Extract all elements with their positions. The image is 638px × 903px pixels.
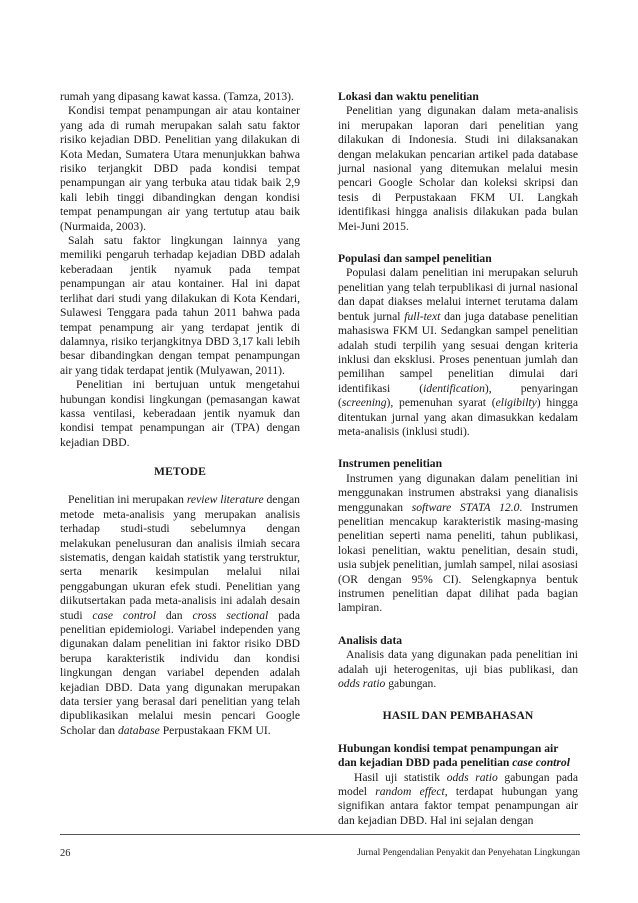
subheading-populasi: Populasi dan sampel penelitian: [338, 252, 492, 266]
paragraph-method: Penelitian ini merupakan review literature dengan metode meta-analisis yang merupakan analisis terhadap studi-studi sebelumnya dengan melakukan penelusuran dan analisis ilmiah secara sistematis, dengan kaidah statistik yang terstruktur, serta menarik kesimpulan melalui nilai penggabungan ukuran efek studi. Penelitian yang diikutsertakan pada meta-analisis ini adalah desain studi case control dan cross sectional pada penelitian epidemiologi. Variabel independen yang digunakan dalam penelitian ini faktor risiko DBD berupa karakteristik individu dan kondisi lingkungan dengan variabel dependen adalah kejadian DBD. Data yang digunakan merupakan data tersier yang berasal dari penelitian yang telah dipublikasikan melalui mesin pencari Google Scholar dan database Perpustakaan FKM UI.: [60, 493, 300, 737]
right-column: [338, 90, 578, 828]
paragraph-tpa-risk: Kondisi tempat penampungan air atau kontainer yang ada di rumah merupakan salah satu faktor risiko kejadian DBD. Penelitian yang dilakukan di Kota Medan, Sumatera Utara menunjukkan bahwa risiko terjangkit DBD pada kondisi tempat penampungan air yang terbuka atau tidak baik 2,9 kali lebih tinggi dibandingkan dengan kondisi tempat penampungan air yang tertutup atau baik (Nurmaida, 2003).: [60, 104, 300, 233]
subheading-analisis: Analisis data: [338, 633, 403, 647]
paragraph-analisis: Analisis data yang digunakan pada penelitian ini adalah uji heterogenitas, uji bias publikasi, dan odds ratio gabungan.: [338, 648, 578, 691]
journal-name: Jurnal Pengendalian Penyakit dan Penyehatan Lingkungan: [357, 848, 580, 858]
left-column: [60, 90, 300, 738]
section-heading-metode: METODE: [154, 464, 206, 478]
paragraph-populasi: Populasi dalam penelitian ini merupakan seluruh penelitian yang telah terpublikasi di jurnal nasional dan dapat diakses melalui internet terutama dalam bentuk jurnal full-text dan juga database penelitian mahasiswa FKM UI. Sedangkan sampel penelitian adalah studi terpilih yang sesuai dengan kriteria inklusi dan eksklusi. Proses penentuan jumlah dan pemilihan sampel penelitian dimulai dari identifikasi (identification), penyaringan (screening), pemenuhan syarat (eligibilty) hingga ditentukan jurnal yang akan dimasukkan kedalam meta-analisis (inklusi studi).: [338, 266, 578, 438]
subheading-hubungan: Hubungan kondisi tempat penampungan air dan kejadian DBD pada penelitian case control: [338, 741, 570, 770]
footer-rule: [60, 834, 580, 835]
page-number: 26: [60, 848, 71, 859]
paragraph-objective: Penelitian ini bertujuan untuk mengetahui hubungan kondisi lingkungan (pemasangan kawat kassa ventilasi, keberadaan jentik nyamuk dan kondisi tempat penampungan air (TPA) dengan kejadian DBD.: [60, 378, 300, 449]
section-heading-hasil: HASIL DAN PEMBAHASAN: [382, 709, 534, 723]
paragraph-lokasi: Penelitian yang digunakan dalam meta-analisis ini merupakan laporan dari penelitian yang dilakukan di Indonesia. Studi ini dilaksanakan dengan melakukan pencarian artikel pada database jurnal nasional yang ditemukan melalui mesin pencari Google Scholar dan koleksi skripsi dan tesis di Perpustakaan FKM UI. Langkah identifikasi hingga analisis dilakukan pada bulan Mei-Juni 2015.: [338, 104, 578, 233]
paragraph-instrumen: Instrumen yang digunakan dalam penelitian ini menggunakan instrumen abstraksi yang dianalisis menggunakan software STATA 12.0. Instrumen penelitian mencakup karakteristik masing-masing penelitian seperti nama peneliti, tahun publikasi, lokasi penelitian, waktu penelitian, desain studi, usia subjek penelitian, jumlah sampel, nilai asosiasi (OR dengan 95% CI). Selengkapnya bentuk instrumen penelitian dapat dilihat pada bagian lampiran.: [338, 471, 579, 615]
paragraph-jentik: Salah satu faktor lingkungan lainnya yang memiliki pengaruh terhadap kejadian DBD adalah keberadaan jentik nyamuk pada tempat penampungan air atau kontainer. Hal ini dapat terlihat dari studi yang dilakukan di Kota Kendari, Sulawesi Tenggara pada tahun 2011 bahwa pada tempat penampung air yang terdapat jentik di dalamnya, risiko terjangkitnya DBD 3,17 kali lebih besar dibandingkan dengan tempat penampungan air yang tidak terdapat jentik (Mulyawan, 2011).: [60, 234, 300, 377]
subheading-instrumen: Instrumen penelitian: [338, 457, 443, 471]
subheading-lokasi: Lokasi dan waktu penelitian: [338, 90, 479, 103]
paragraph-continuation: rumah yang dipasang kawat kassa. (Tamza, 2013).: [60, 90, 294, 103]
paragraph-hubungan: Hasil uji statistik odds ratio gabungan pada model random effect, terdapat hubungan yang signifikan antara faktor tempat penampungan air dan kejadian DBD. Hal ini sejalan dengan: [338, 770, 579, 827]
